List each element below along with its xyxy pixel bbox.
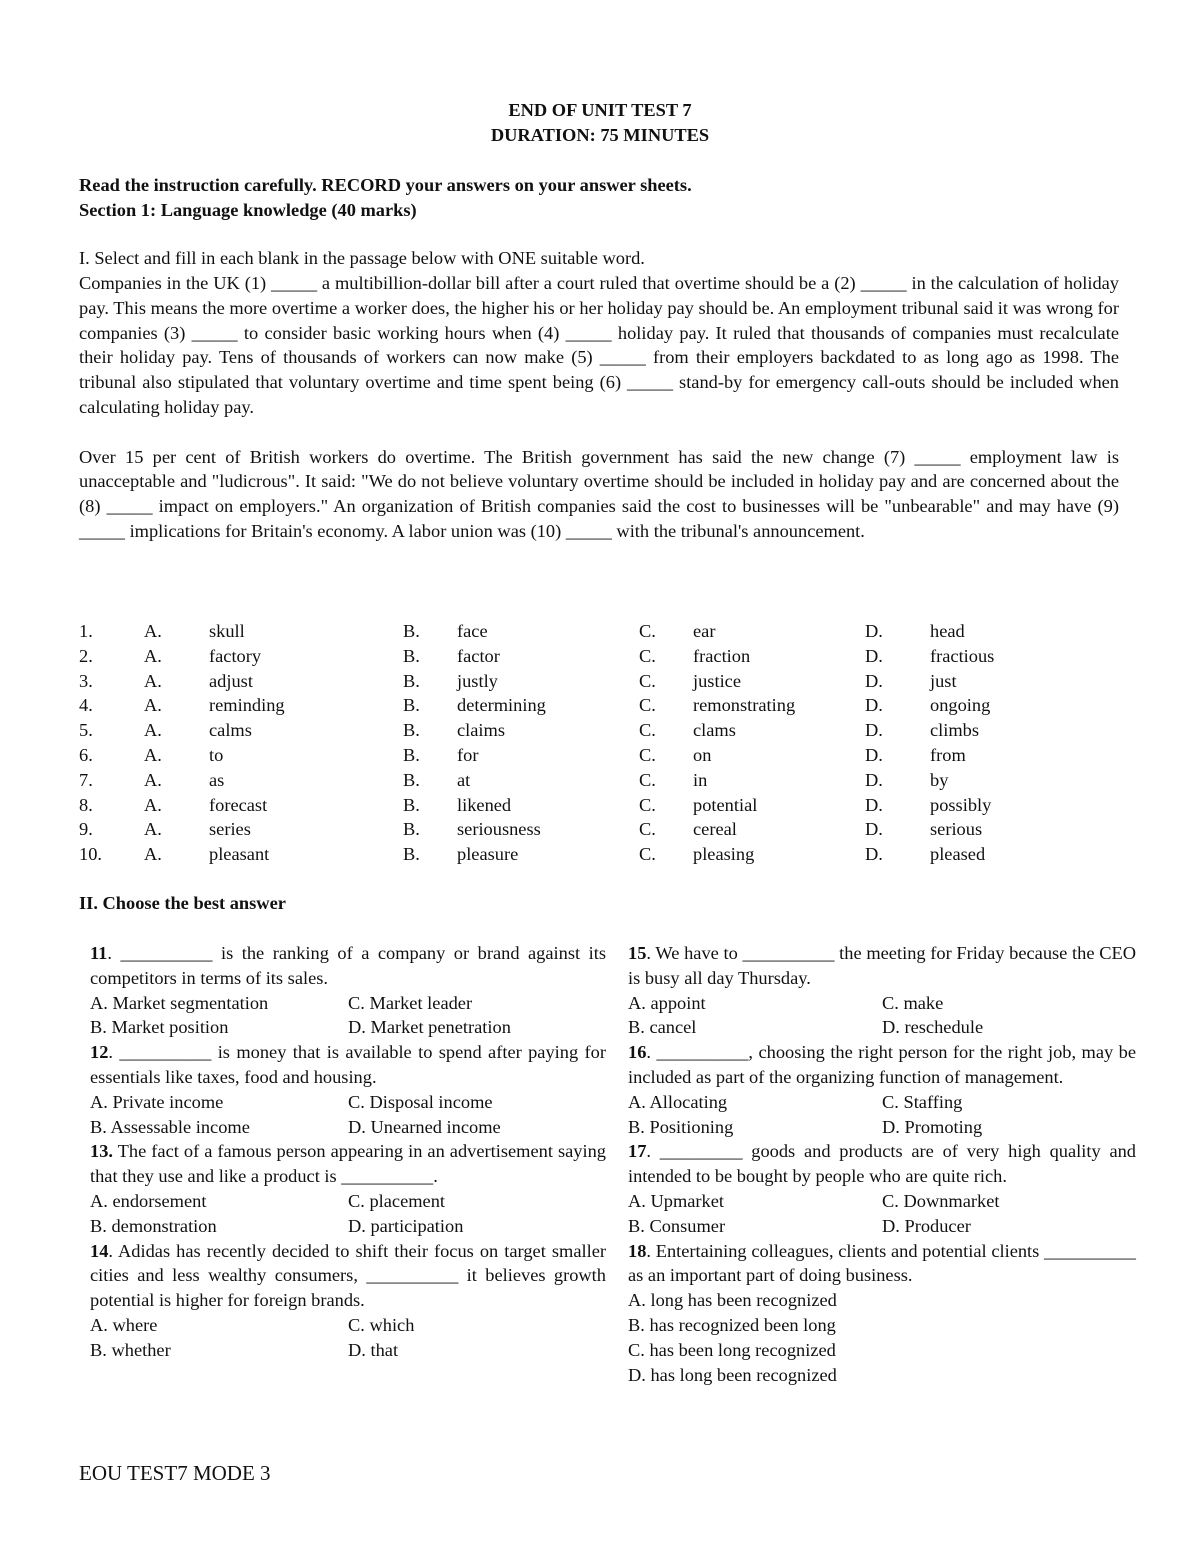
option-letter-b: B. [403, 695, 420, 716]
option-row [79, 644, 1080, 669]
answer-choices [90, 1189, 606, 1239]
option-d: head [930, 621, 965, 641]
question-number: 14 [90, 1240, 109, 1261]
option-letter-c: C. [639, 844, 656, 865]
question-number: 11 [90, 943, 108, 963]
answer-choice-b[interactable]: B. Assessable income [90, 1116, 250, 1137]
option-letter-c: C. [639, 769, 656, 790]
answer-choice-d[interactable]: D. that [348, 1339, 399, 1360]
option-letter-c: C. [639, 744, 656, 765]
option-d: by [930, 769, 949, 790]
option-letter-d: D. [865, 744, 883, 765]
answer-choices [90, 1090, 606, 1140]
option-number: 5. [79, 720, 93, 741]
question-item [90, 941, 606, 1040]
answer-choices [90, 1313, 606, 1363]
option-d: ongoing [930, 695, 991, 716]
question-stem [90, 941, 606, 991]
question-text: The fact of a famous person appearing in an advertisement saying that they use and like a product is __________. [90, 1141, 606, 1187]
option-letter-d: D. [865, 769, 883, 790]
passage [79, 271, 1119, 544]
option-d: possibly [930, 794, 992, 815]
option-number: 8. [79, 794, 93, 815]
option-letter-d: D. [865, 720, 883, 741]
option-number: 3. [79, 670, 93, 691]
answer-choices [90, 991, 606, 1041]
option-letter-b: B. [403, 621, 420, 641]
option-row [79, 842, 1080, 867]
option-number: 2. [79, 645, 93, 666]
option-letter-a: A. [144, 645, 162, 666]
answer-choice-c[interactable]: C. Disposal income [348, 1091, 493, 1112]
option-b: likened [457, 794, 512, 815]
option-letter-a: A. [144, 844, 162, 865]
option-letter-d: D. [865, 695, 883, 716]
answer-choice-a[interactable]: A. appoint [628, 992, 706, 1013]
option-c: fraction [693, 645, 751, 666]
option-letter-b: B. [403, 645, 420, 666]
answer-choice-a[interactable]: A. Upmarket [628, 1190, 725, 1211]
option-number: 10. [79, 844, 102, 865]
option-letter-c: C. [639, 670, 656, 691]
option-a: skull [209, 621, 245, 641]
option-letter-c: C. [639, 645, 656, 666]
option-number: 4. [79, 695, 93, 716]
option-d: fractious [930, 645, 995, 666]
question-stem [628, 1040, 1136, 1090]
question-item [90, 1040, 606, 1139]
answer-choices [628, 1189, 1136, 1239]
option-letter-a: A. [144, 794, 162, 815]
answer-choice-c[interactable]: C. which [348, 1314, 415, 1335]
answer-choice-a[interactable]: A. where [90, 1314, 158, 1335]
answer-choice-a[interactable]: A. Allocating [628, 1091, 728, 1112]
option-b: determining [457, 695, 546, 716]
option-c: on [693, 744, 712, 765]
option-letter-b: B. [403, 794, 420, 815]
answer-choice-d[interactable]: D. Producer [882, 1215, 971, 1236]
question-item [90, 1239, 606, 1363]
question-number: 13. [90, 1141, 113, 1162]
part1-heading: I. Select and fill in each blank in the passage below with ONE suitable word. [79, 248, 645, 268]
option-letter-b: B. [403, 844, 420, 865]
option-letter-b: B. [403, 720, 420, 741]
answer-choice-d[interactable]: D. has long been recognized [628, 1364, 837, 1385]
option-letter-c: C. [639, 720, 656, 741]
answer-choice-d[interactable]: D. Market penetration [348, 1017, 511, 1038]
option-b: for [457, 744, 479, 765]
option-b: face [457, 621, 488, 641]
answer-choice-b[interactable]: B. demonstration [90, 1215, 217, 1236]
answer-choice-b[interactable]: B. whether [90, 1339, 171, 1360]
option-a: as [209, 769, 225, 790]
option-letter-d: D. [865, 844, 883, 865]
option-row [79, 693, 1080, 718]
questions-left-column [90, 941, 606, 1363]
option-b: factor [457, 645, 500, 666]
answer-choice-c[interactable]: C. Staffing [882, 1091, 963, 1112]
question-text: . __________, choosing the right person for the right job, may be included as part of the organizing function of management. [628, 1042, 1136, 1087]
passage-paragraph-1: Companies in the UK (1) _____ a multibillion-dollar bill after a court ruled that overtime should be a (2) _____ in the calculation of holiday pay. This means the more overtime a worker does, the higher his or her holiday pay should be. An employment tribunal said it was wrong for companies (3) _____ to consider basic working hours when (4) _____ holiday pay. It ruled that thousands of companies must recalculate their holiday pay. Tens of thousands of workers can now make (5) _____ from their employers backdated to as long ago as 1998. The tribunal also stipulated that voluntary overtime and time spent being (6) _____ stand-by for emergency call-outs should be included when calculating holiday pay. [79, 273, 1119, 417]
question-stem [90, 1139, 606, 1189]
option-c: pleasing [693, 844, 755, 865]
answer-choice-b[interactable]: B. Market position [90, 1017, 229, 1038]
option-letter-c: C. [639, 794, 656, 815]
option-d: from [930, 744, 966, 765]
option-c: ear [693, 621, 716, 641]
option-number: 7. [79, 769, 93, 790]
question-text: . __________ is money that is available to spend after paying for essentials like taxes, food and housing. [90, 1042, 606, 1087]
option-d: climbs [930, 720, 980, 741]
option-a: series [209, 819, 251, 840]
question-stem [628, 1139, 1136, 1189]
part2-heading: II. Choose the best answer [79, 893, 286, 913]
option-b: seriousness [457, 819, 541, 840]
question-number: 17 [628, 1141, 647, 1162]
option-b: at [457, 769, 471, 790]
option-c: potential [693, 794, 758, 815]
option-letter-b: B. [403, 819, 420, 840]
answer-choice-c[interactable]: C. placement [348, 1190, 446, 1211]
question-stem [90, 1239, 606, 1313]
option-b: pleasure [457, 844, 519, 865]
option-d: serious [930, 819, 983, 840]
question-stem [628, 1239, 1136, 1289]
answer-choices [628, 1090, 1136, 1140]
section-heading: Section 1: Language knowledge (40 marks) [79, 200, 417, 220]
answer-choice-b[interactable]: B. Positioning [628, 1116, 734, 1137]
option-letter-b: B. [403, 769, 420, 790]
option-a: forecast [209, 794, 268, 815]
option-row [79, 817, 1080, 842]
option-d: pleased [930, 844, 986, 865]
question-number: 12 [90, 1042, 109, 1063]
question-text: . _________ goods and products are of very high quality and intended to be bought by people who are quite rich. [628, 1141, 1136, 1187]
question-stem [628, 941, 1136, 991]
option-letter-c: C. [639, 695, 656, 716]
answer-choice-c[interactable]: C. Market leader [348, 992, 473, 1013]
question-item [628, 1139, 1136, 1238]
option-letter-d: D. [865, 670, 883, 691]
option-letter-a: A. [144, 819, 162, 840]
option-row [79, 768, 1080, 793]
options-table [79, 619, 1080, 867]
answer-choice-a[interactable]: A. long has been recognized [628, 1290, 837, 1311]
option-row [79, 793, 1080, 818]
question-item [90, 1139, 606, 1238]
option-row [79, 669, 1080, 694]
option-letter-a: A. [144, 720, 162, 741]
question-item [628, 1040, 1136, 1139]
answer-choice-a[interactable]: A. Private income [90, 1091, 224, 1112]
answer-choice-a[interactable]: A. endorsement [90, 1190, 207, 1211]
option-letter-a: A. [144, 695, 162, 716]
answer-choice-c[interactable]: C. has been long recognized [628, 1339, 836, 1360]
option-letter-c: C. [639, 819, 656, 840]
answer-choice-b[interactable]: B. has recognized been long [628, 1314, 836, 1335]
option-letter-a: A. [144, 621, 162, 641]
option-letter-d: D. [865, 621, 883, 641]
test-title: END OF UNIT TEST 7 [508, 100, 692, 120]
question-text: . Entertaining colleagues, clients and potential clients __________ as an important part of doing business. [628, 1240, 1136, 1286]
question-stem [90, 1040, 606, 1090]
option-number: 6. [79, 744, 93, 765]
answer-choice-b[interactable]: B. Consumer [628, 1215, 726, 1236]
option-a: factory [209, 645, 262, 666]
option-c: in [693, 769, 708, 790]
option-row [79, 619, 1080, 644]
option-c: cereal [693, 819, 737, 840]
answer-choice-a[interactable]: A. Market segmentation [90, 992, 269, 1013]
option-letter-a: A. [144, 769, 162, 790]
option-letter-c: C. [639, 621, 656, 641]
question-text: . Adidas has recently decided to shift their focus on target smaller cities and less wealthy consumers, __________ it believes growth potential is higher for foreign brands. [90, 1240, 606, 1311]
option-a: calms [209, 720, 252, 741]
option-letter-a: A. [144, 670, 162, 691]
option-number: 9. [79, 819, 93, 840]
option-c: justice [693, 670, 742, 691]
answer-choice-c[interactable]: C. Downmarket [882, 1190, 1000, 1211]
option-letter-b: B. [403, 670, 420, 691]
question-number: 15 [628, 943, 647, 963]
answer-choice-d[interactable]: D. Promoting [882, 1116, 983, 1137]
option-row [79, 718, 1080, 743]
question-number: 16 [628, 1042, 647, 1063]
option-b: claims [457, 720, 506, 741]
option-a: reminding [209, 695, 285, 716]
option-letter-a: A. [144, 744, 162, 765]
instruction-line: Read the instruction carefully. RECORD your answers on your answer sheets. [79, 175, 692, 195]
option-letter-d: D. [865, 794, 883, 815]
passage-paragraph-2: Over 15 per cent of British workers do overtime. The British government has said the new change (7) _____ employment law is unacceptable and "ludicrous". It said: "We do not believe voluntary overtime should be included in holiday pay and are concerned about the (8) _____ impact on employers." An organization of British companies said the cost to businesses will be "unbearable" and may have (9) _____ implications for Britain's economy. A labor union was (10) _____ with the tribunal's announcement. [79, 446, 1119, 541]
question-text: . We have to __________ the meeting for Friday because the CEO is busy all day Thursday. [628, 943, 1136, 988]
answer-choice-b[interactable]: B. cancel [628, 1017, 697, 1038]
option-a: to [209, 744, 224, 765]
option-a: pleasant [209, 844, 270, 865]
answer-choice-d[interactable]: D. Unearned income [348, 1116, 501, 1137]
answer-choice-d[interactable]: D. reschedule [882, 1017, 984, 1038]
test-duration: DURATION: 75 MINUTES [490, 125, 710, 145]
option-row [79, 743, 1080, 768]
option-a: adjust [209, 670, 253, 691]
answer-choices [628, 991, 1136, 1041]
option-c: remonstrating [693, 695, 796, 716]
question-text: . __________ is the ranking of a company or brand against its competitors in terms of its sales. [90, 943, 606, 988]
answer-choice-c[interactable]: C. make [882, 992, 944, 1013]
questions-right-column [628, 941, 1136, 1387]
option-letter-d: D. [865, 645, 883, 666]
option-c: clams [693, 720, 736, 741]
option-d: just [930, 670, 957, 691]
question-number: 18 [628, 1240, 647, 1261]
option-b: justly [457, 670, 498, 691]
answer-choice-d[interactable]: D. participation [348, 1215, 464, 1236]
question-item [628, 941, 1136, 1040]
option-number: 1. [79, 621, 93, 641]
option-letter-d: D. [865, 819, 883, 840]
option-letter-b: B. [403, 744, 420, 765]
question-item [628, 1239, 1136, 1388]
footer-label: EOU TEST7 MODE 3 [79, 1461, 271, 1485]
